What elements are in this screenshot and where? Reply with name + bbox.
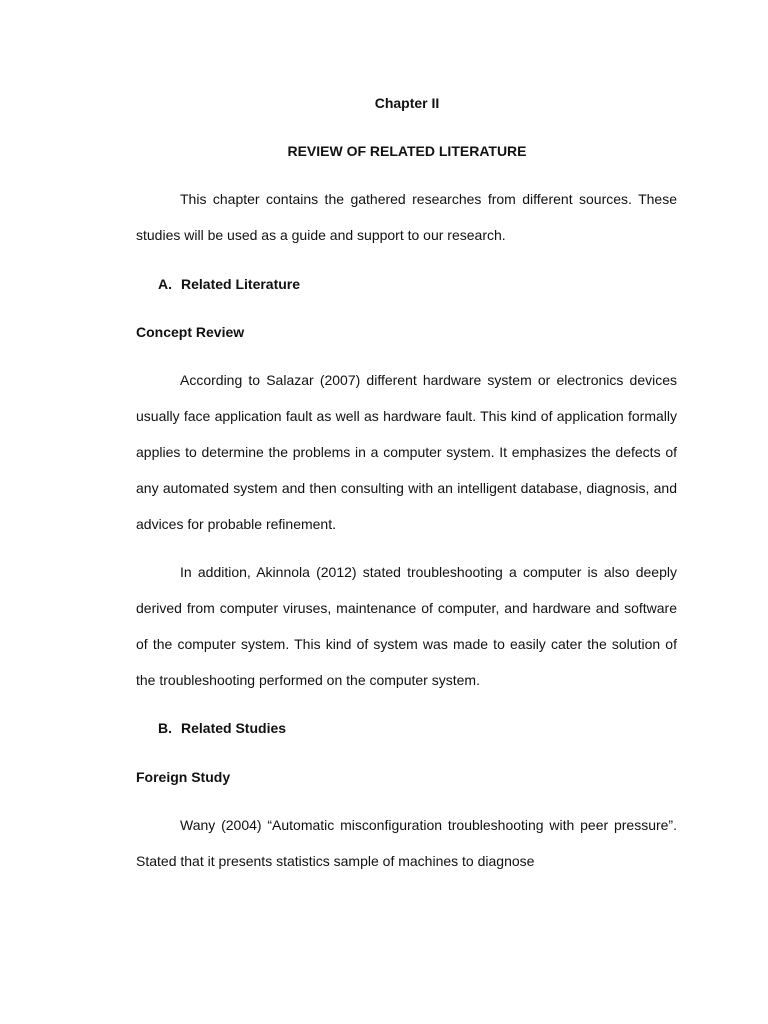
section-a-heading bbox=[158, 275, 300, 293]
section-a-title: Related Literature bbox=[181, 276, 301, 292]
chapter-label: Chapter II bbox=[374, 95, 440, 111]
concept-review-heading: Concept Review bbox=[136, 324, 245, 340]
concept-review-paragraph-1: According to Salazar (2007) different hardware system or electronics devices usually face application fault as well as hardware fault. This kind of application formally applies to determine the problems in a computer system. It emphasizes the defects of any automated system and then consulting with an intelligent database, diagnosis, and advices for probable refinement. bbox=[136, 372, 677, 532]
section-b-title: Related Studies bbox=[181, 720, 287, 736]
section-a-marker: A. bbox=[158, 276, 172, 292]
foreign-study-heading: Foreign Study bbox=[136, 769, 231, 785]
section-b-heading bbox=[158, 719, 286, 737]
section-b-marker: B. bbox=[158, 720, 172, 736]
foreign-study-paragraph-1: Wany (2004) “Automatic misconfiguration troubleshooting with peer pressure”. Stated that it presents statistics sample of machines to diagnose bbox=[136, 817, 677, 869]
concept-review-paragraph-2: In addition, Akinnola (2012) stated troubleshooting a computer is also deeply derived from computer viruses, maintenance of computer, and hardware and software of the computer system. This kind of system was made to easily cater the solution of the troubleshooting performed on the computer system. bbox=[136, 564, 677, 688]
chapter-title: REVIEW OF RELATED LITERATURE bbox=[287, 143, 527, 159]
intro-paragraph: This chapter contains the gathered researches from different sources. These studies will be used as a guide and support to our research. bbox=[136, 191, 677, 243]
